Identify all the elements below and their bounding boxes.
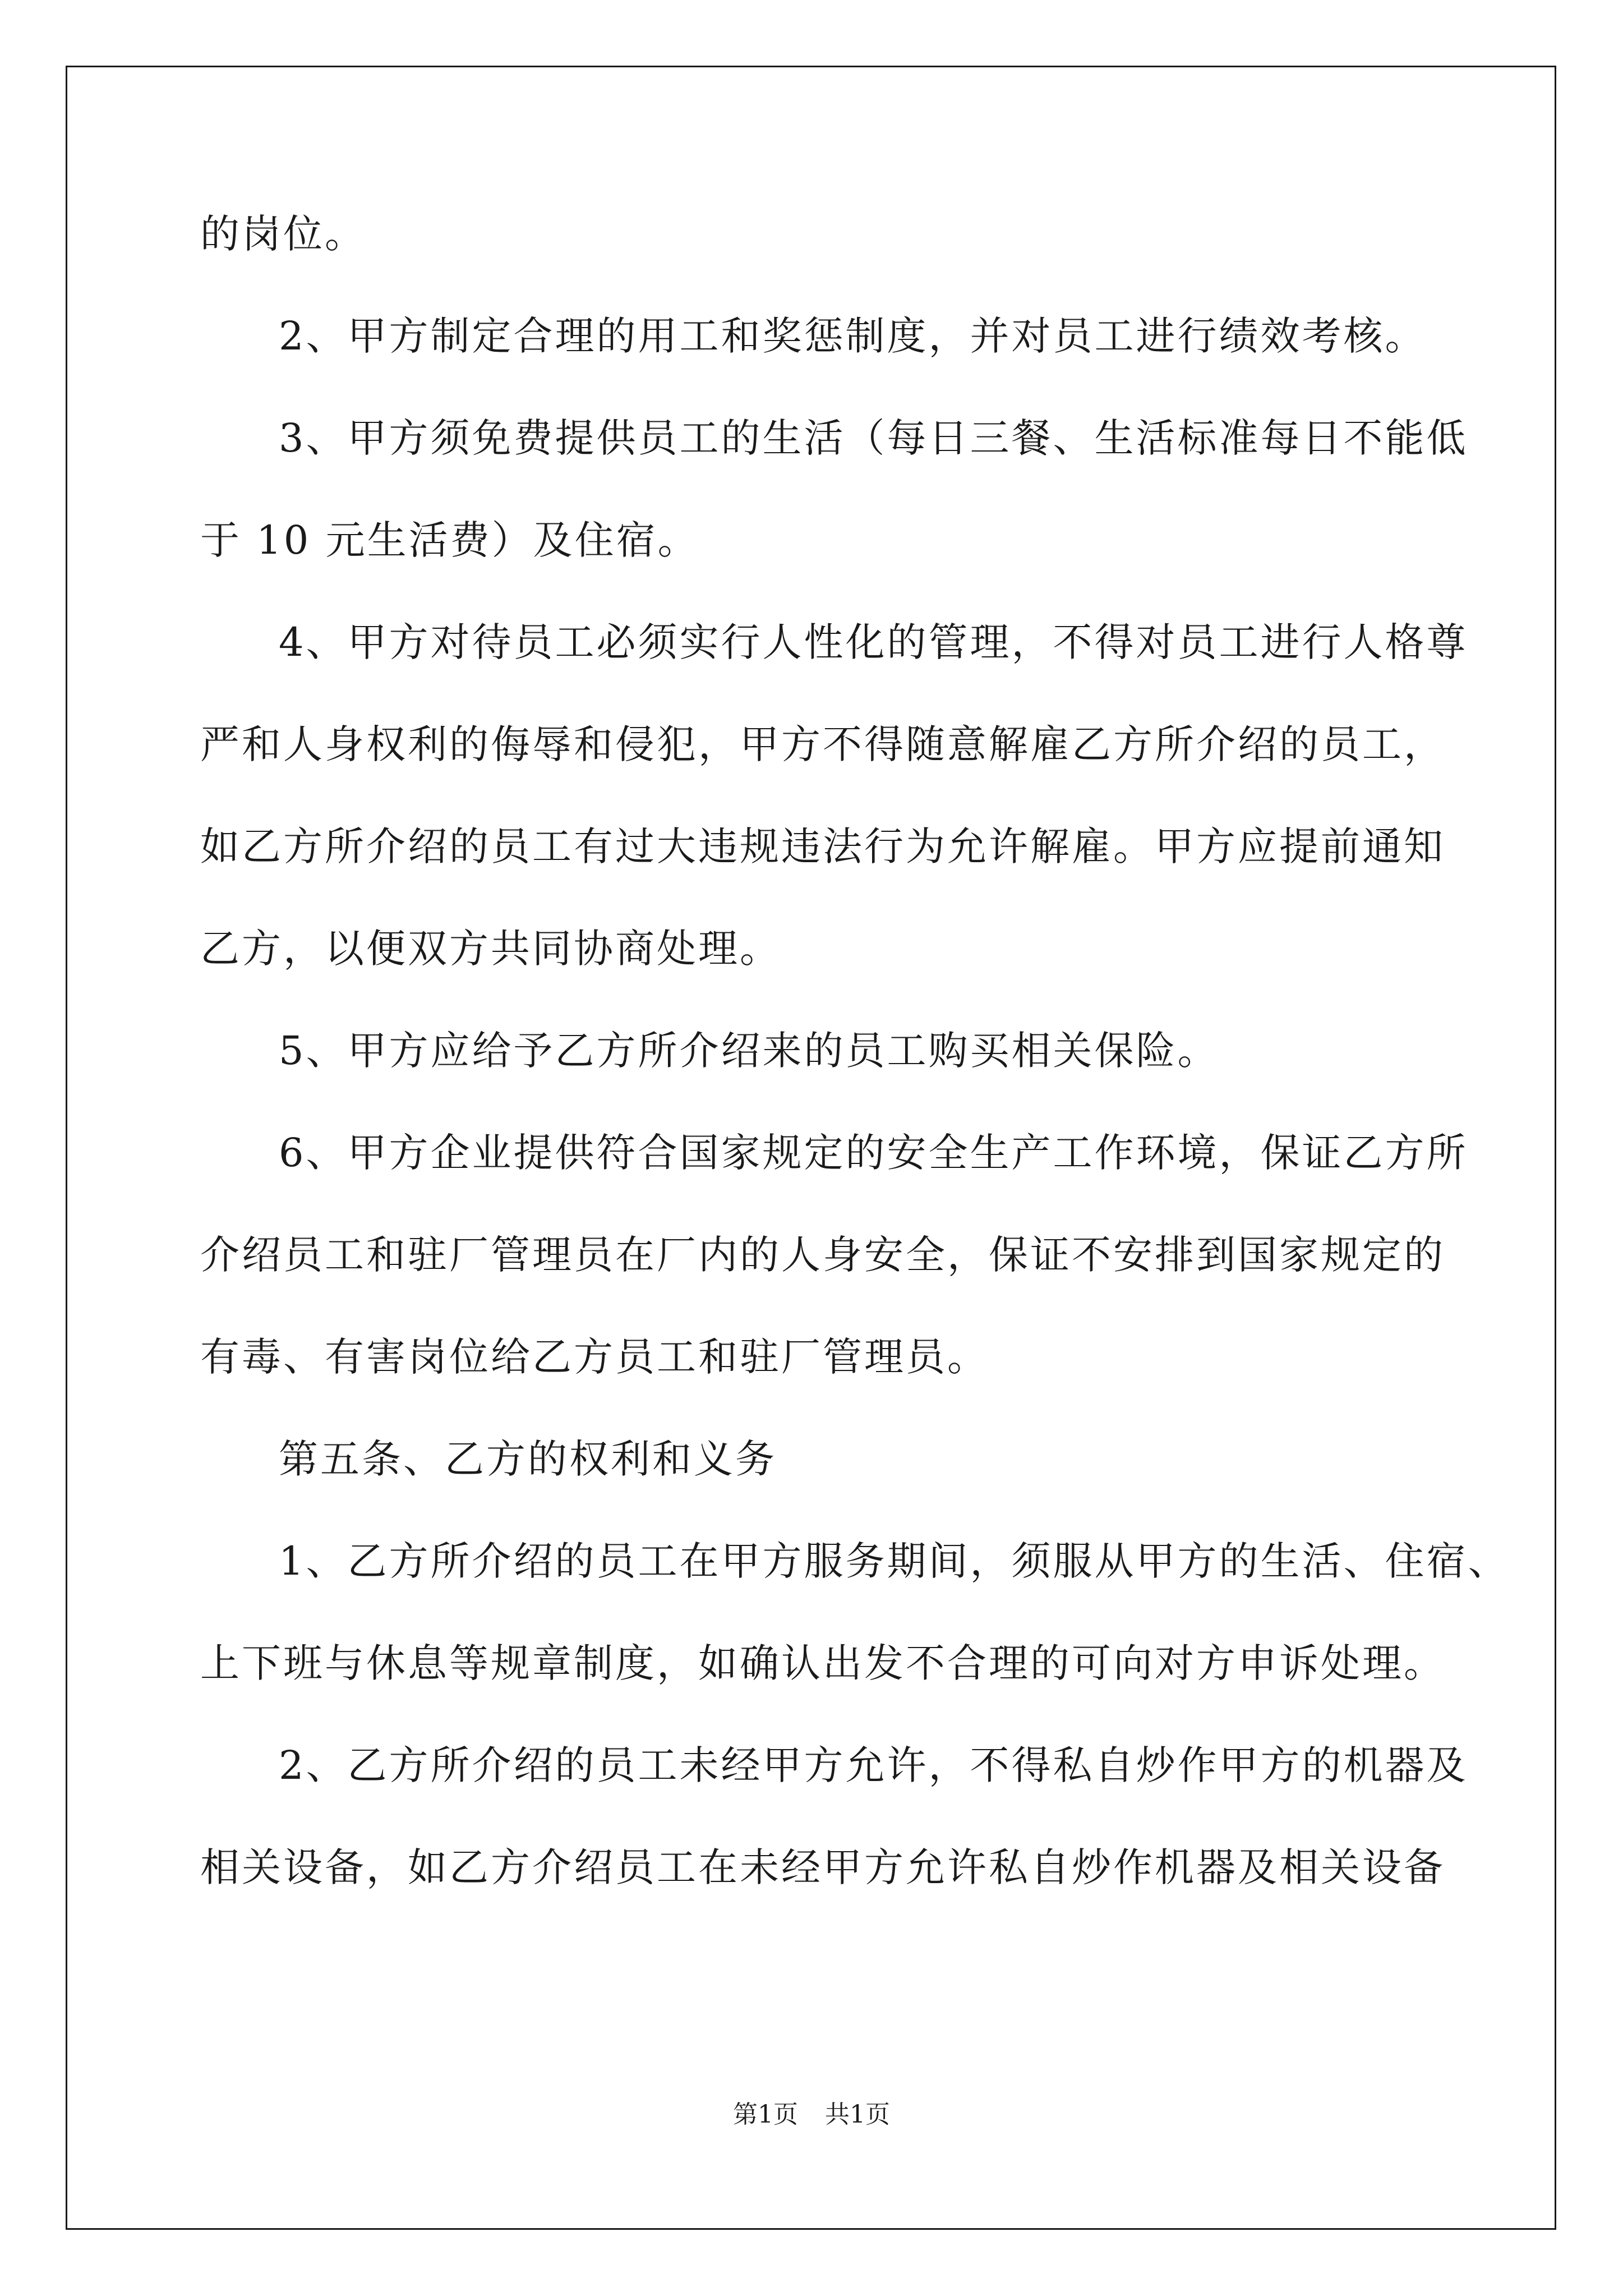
section-heading-article-5: 第五条、乙方的权利和义务 — [279, 1436, 777, 1482]
text-line-continuation: 的岗位。 — [200, 211, 366, 257]
page-total: 共1页 — [825, 2100, 890, 2129]
duty-item-2-cont: 相关设备，如乙方介绍员工在未经甲方允许私自炒作机器及相关设备 — [200, 1844, 1445, 1890]
page-footer — [0, 2098, 1623, 2132]
clause-item-6-cont-2: 有毒、有害岗位给乙方员工和驻厂管理员。 — [200, 1334, 989, 1380]
page-number: 第1页 — [733, 2100, 798, 2129]
clause-item-6-cont-1: 介绍员工和驻厂管理员在厂内的人身安全，保证不安排到国家规定的 — [200, 1232, 1445, 1278]
clause-item-4-cont-2: 如乙方所介绍的员工有过大违规违法行为允许解雇。甲方应提前通知 — [200, 823, 1445, 869]
clause-item-5: 5、甲方应给予乙方所介绍来的员工购买相关保险。 — [279, 1028, 1219, 1074]
clause-item-4-cont-1: 严和人身权利的侮辱和侵犯，甲方不得随意解雇乙方所介绍的员工， — [200, 721, 1445, 767]
clause-item-4-cont-3: 乙方，以便双方共同协商处理。 — [200, 926, 781, 972]
clause-item-3-cont: 于 10 元生活费）及住宿。 — [200, 517, 699, 563]
duty-item-2: 2、乙方所介绍的员工未经甲方允许，不得私自炒作甲方的机器及 — [279, 1742, 1468, 1788]
clause-item-2: 2、甲方制定合理的用工和奖惩制度，并对员工进行绩效考核。 — [279, 313, 1427, 359]
duty-item-1: 1、乙方所介绍的员工在甲方服务期间，须服从甲方的生活、住宿、 — [279, 1538, 1510, 1584]
clause-item-6: 6、甲方企业提供符合国家规定的安全生产工作环境，保证乙方所 — [279, 1130, 1468, 1176]
clause-item-3: 3、甲方须免费提供员工的生活（每日三餐、生活标准每日不能低 — [279, 415, 1468, 461]
clause-item-4: 4、甲方对待员工必须实行人性化的管理，不得对员工进行人格尊 — [279, 619, 1468, 665]
duty-item-1-cont: 上下班与休息等规章制度，如确认出发不合理的可向对方申诉处理。 — [200, 1640, 1445, 1686]
